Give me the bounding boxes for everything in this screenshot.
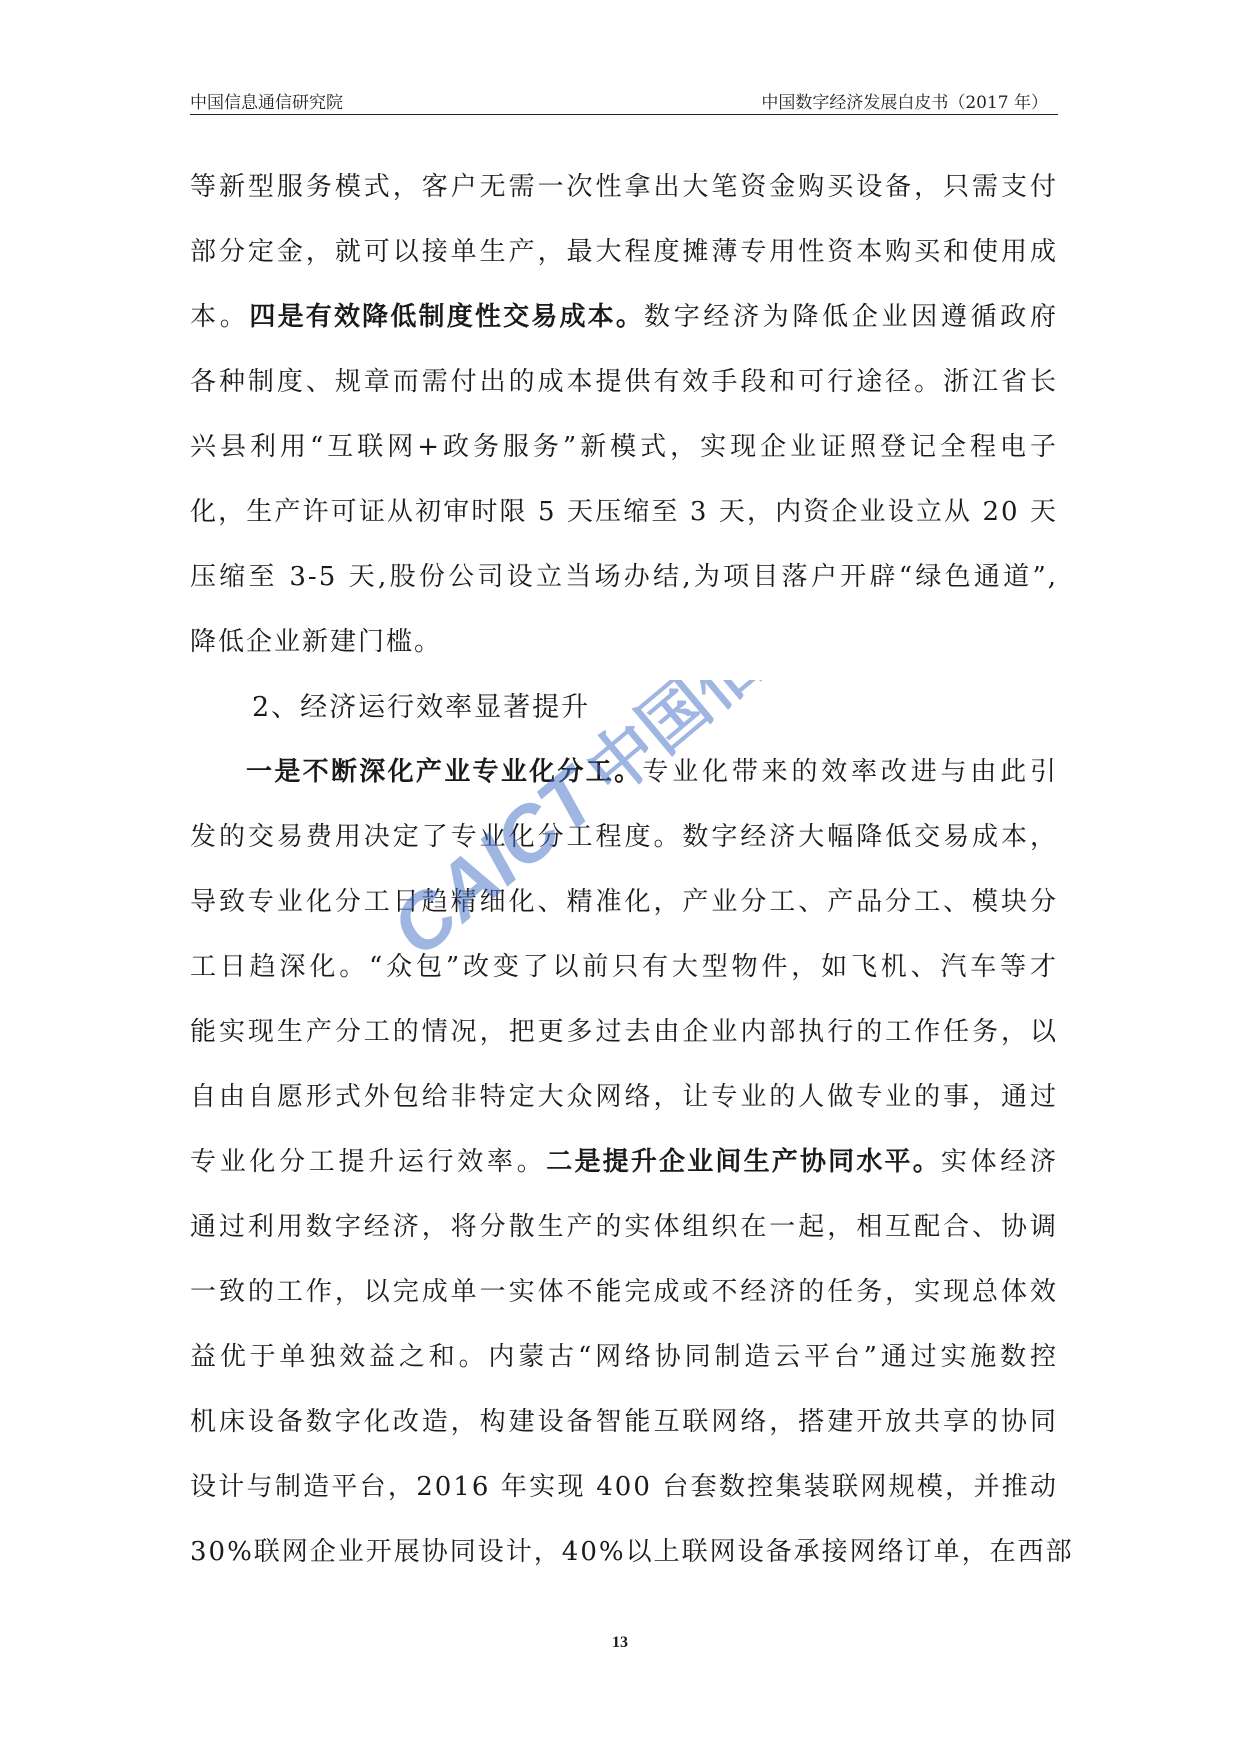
watermark-latin-text: CAICT xyxy=(400,752,614,974)
paragraph-line xyxy=(190,740,1058,805)
paragraph-line: 机床设备数字化改造，构建设备智能互联网络，搭建开放共享的协同 xyxy=(190,1407,1058,1437)
page-number: 13 xyxy=(612,1634,628,1651)
paragraph-line xyxy=(190,285,1058,350)
text-run: 专业化分工提升运行效率。 xyxy=(190,1147,547,1177)
paragraph-line xyxy=(190,1130,1058,1195)
paragraph-line: 部分定金，就可以接单生产，最大程度摊薄专用性资本购买和使用成 xyxy=(190,237,1058,267)
paragraph-line: 等新型服务模式，客户无需一次性拿出大笔资金购买设备，只需支付 xyxy=(190,172,1058,202)
header-organization: 中国信息通信研究院 xyxy=(190,93,343,113)
paragraph-line: 降低企业新建门槛。 xyxy=(190,627,443,657)
paragraph-line: 导致专业化分工日趋精细化、精准化，产业分工、产品分工、模块分 xyxy=(190,887,1058,917)
text-run: 数字经济为降低企业因遵循政府 xyxy=(644,302,1058,332)
text-run: 实体经济 xyxy=(940,1147,1058,1177)
paragraph-line: 30%联网企业开展协同设计，40%以上联网设备承接网络订单，在西部 xyxy=(190,1537,1074,1567)
text-run: 专业化带来的效率改进与由此引 xyxy=(642,757,1058,787)
text-run: 本。 xyxy=(190,302,250,332)
section-heading: 2、经济运行效率显著提升 xyxy=(252,692,591,723)
body-text xyxy=(190,155,1074,1585)
paragraph-line: 自由自愿形式外包给非特定大众网络，让专业的人做专业的事，通过 xyxy=(190,1082,1058,1112)
paragraph-line: 能实现生产分工的情况，把更多过去由企业内部执行的工作任务，以 xyxy=(190,1017,1058,1047)
paragraph-line: 通过利用数字经济，将分散生产的实体组织在一起，相互配合、协调 xyxy=(190,1212,1058,1242)
page-header xyxy=(190,86,1058,115)
paragraph-line: 一致的工作，以完成单一实体不能完成或不经济的任务，实现总体效 xyxy=(190,1277,1058,1307)
paragraph-line: 化，生产许可证从初审时限 5 天压缩至 3 天，内资企业设立从 20 天 xyxy=(190,497,1058,527)
paragraph-line: 兴县利用“互联网+政务服务”新模式，实现企业证照登记全程电子 xyxy=(190,432,1058,462)
header-document-title: 中国数字经济发展白皮书（2017 年） xyxy=(761,93,1048,113)
paragraph-line: 设计与制造平台，2016 年实现 400 台套数控集装联网规模，并推动 xyxy=(190,1472,1058,1502)
paragraph-line: 工日趋深化。“众包”改变了以前只有大型物件，如飞机、汽车等才 xyxy=(190,952,1058,982)
paragraph-line: 发的交易费用决定了专业化分工程度。数字经济大幅降低交易成本， xyxy=(190,822,1058,852)
paragraph-line: 益优于单独效益之和。内蒙古“网络协同制造云平台”通过实施数控 xyxy=(190,1342,1058,1372)
paragraph-line: 各种制度、规章而需付出的成本提供有效手段和可行途径。浙江省长 xyxy=(190,367,1058,397)
bold-key-point: 一是不断深化产业专业化分工。 xyxy=(246,757,643,787)
bold-key-point: 二是提升企业间生产协同水平。 xyxy=(546,1147,941,1177)
paragraph-line: 压缩至 3-5 天,股份公司设立当场办结,为项目落户开辟“绿色通道”, xyxy=(190,562,1058,592)
bold-key-point: 四是有效降低制度性交易成本。 xyxy=(249,302,645,332)
